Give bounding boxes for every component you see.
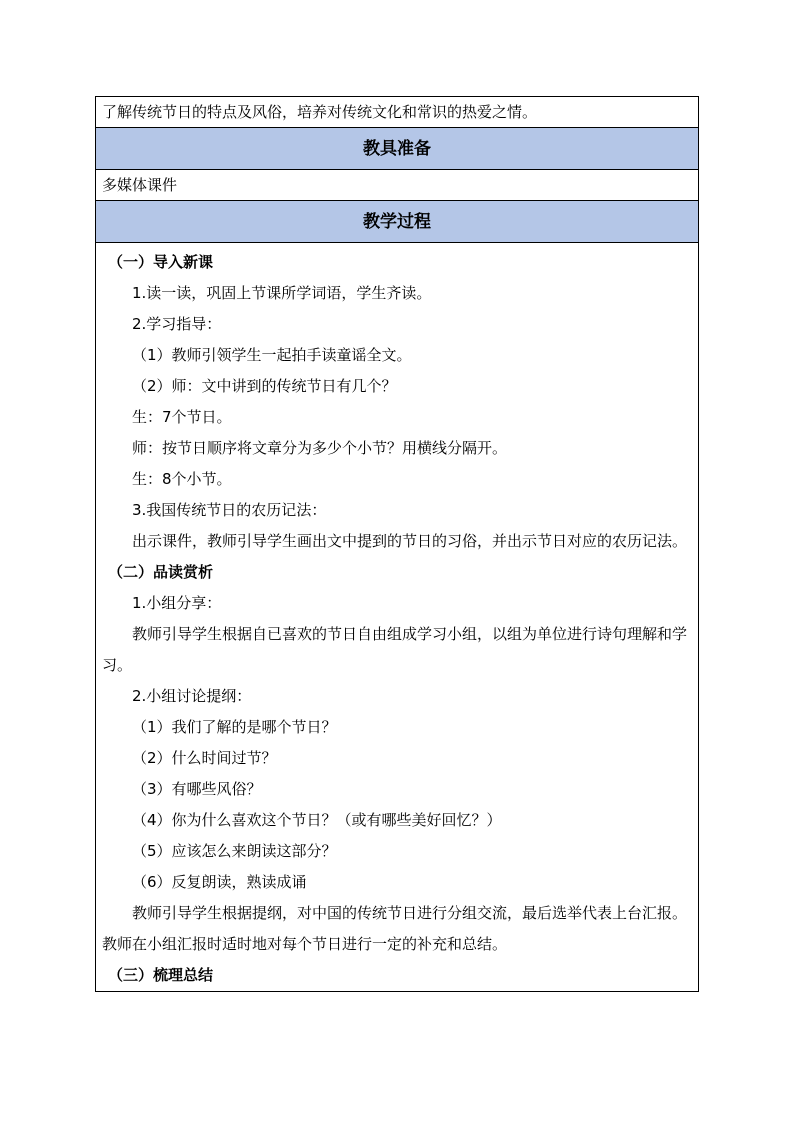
process-paragraph: 2.学习指导：: [132, 315, 222, 333]
process-paragraph: （1）教师引领学生一起拍手读童谣全文。: [132, 346, 412, 364]
process-heading: 教学过程: [96, 201, 698, 243]
process-paragraph: 1.小组分享：: [132, 594, 222, 612]
process-paragraph: （4）你为什么喜欢这个节日？（或有哪些美好回忆？）: [132, 811, 502, 829]
process-paragraph: 2.小组讨论提纲：: [132, 687, 252, 705]
section-heading: （一）导入新课: [108, 253, 214, 271]
process-content: [96, 243, 698, 991]
process-paragraph: （3）有哪些风俗？: [132, 780, 262, 798]
section-heading: （三）梳理总结: [108, 966, 214, 984]
process-paragraph: （2）师：文中讲到的传统节日有几个？: [132, 377, 397, 395]
process-paragraph: （5）应该怎么来朗读这部分？: [132, 842, 337, 860]
process-paragraph: 出示课件，教师引导学生画出文中提到的节日的习俗，并出示节日对应的农历记法。: [132, 532, 688, 550]
materials-heading: 教具准备: [96, 128, 698, 170]
process-paragraph: 生：8个小节。: [132, 470, 232, 488]
materials-text: 多媒体课件: [96, 170, 698, 201]
process-paragraph: （6）反复朗读，熟读成诵: [132, 873, 307, 891]
process-paragraph: 生：7个节日。: [132, 408, 232, 426]
process-paragraph: 教师引导学生根据自已喜欢的节日自由组成学习小组，以组为单位进行诗句理解和学习。: [102, 625, 688, 674]
process-paragraph: （2）什么时间过节？: [132, 749, 277, 767]
process-paragraph: 师：按节日顺序将文章分为多少个小节？用横线分隔开。: [132, 439, 508, 457]
section-heading: （二）品读赏析: [108, 563, 214, 581]
process-paragraph: （1）我们了解的是哪个节日？: [132, 718, 337, 736]
process-paragraph: 教师引导学生根据提纲，对中国的传统节日进行分组交流，最后选举代表上台汇报。教师在小组汇报时适时地对每个节日进行一定的补充和总结。: [102, 904, 688, 953]
process-paragraph: 1.读一读，巩固上节课所学词语，学生齐读。: [132, 284, 432, 302]
lesson-plan-table: [95, 96, 699, 992]
teaching-goal-text: 了解传统节日的特点及风俗，培养对传统文化和常识的热爱之情。: [96, 97, 698, 128]
process-paragraph: 3.我国传统节日的农历记法：: [132, 501, 327, 519]
